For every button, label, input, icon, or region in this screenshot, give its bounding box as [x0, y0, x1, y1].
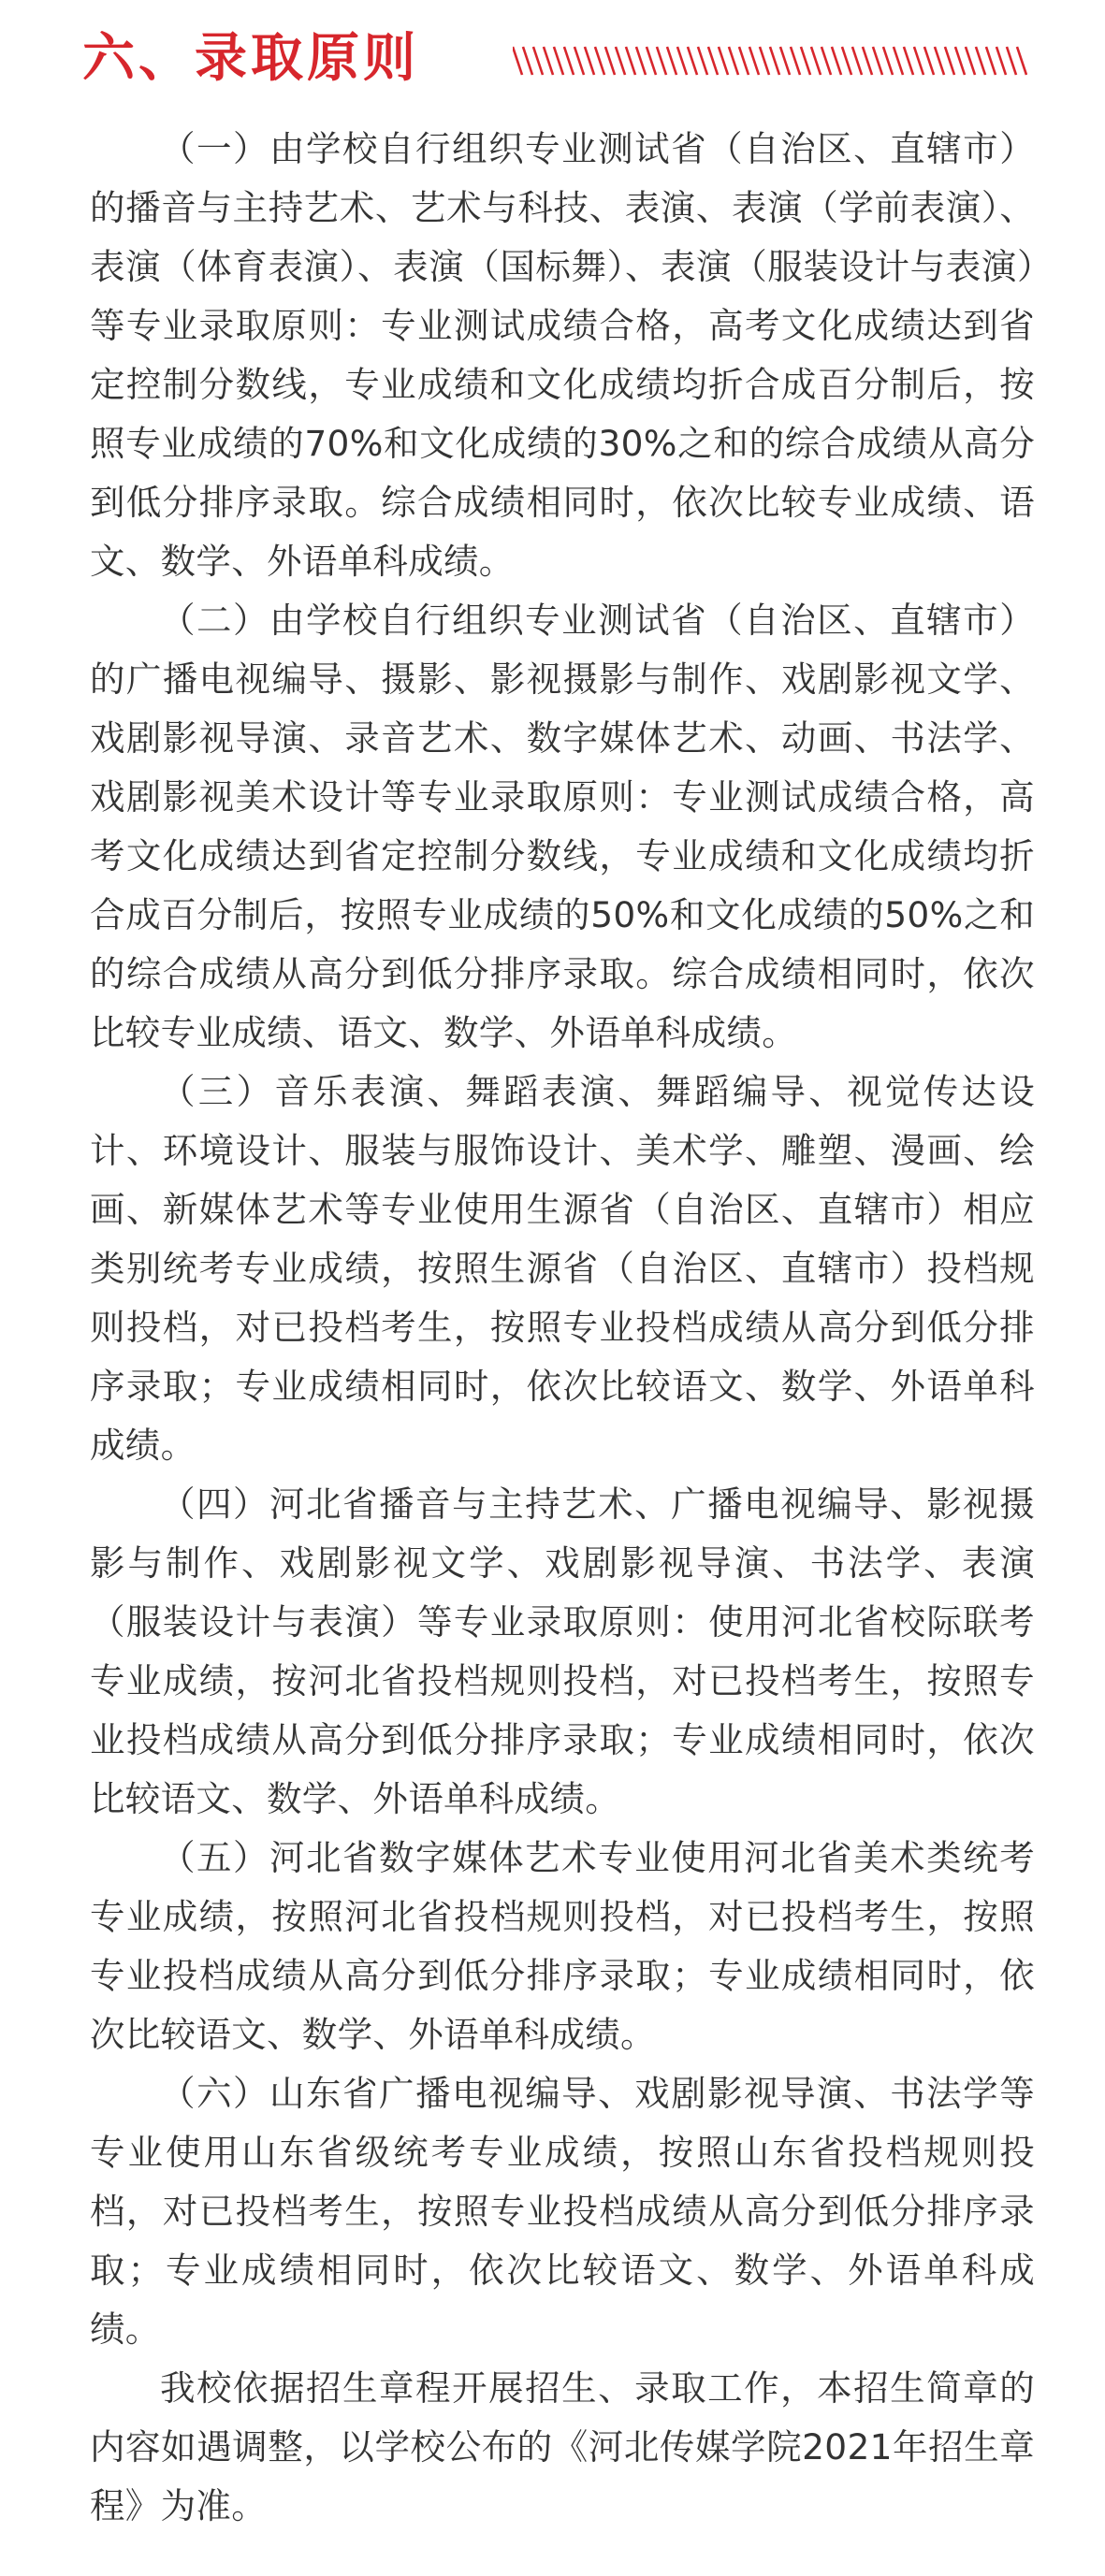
- rule-paragraph-3: （三）音乐表演、舞蹈表演、舞蹈编导、视觉传达设计、环境设计、服装与服饰设计、美术学、雕塑、漫画、绘画、新媒体艺术等专业使用生源省（自治区、直辖市）相应类别统考专业成绩，按照生源省（自治区、直辖市）投档规则投档，对已投档考生，按照专业投档成绩从高分到低分排序录取；专业成绩相同时，依次比较语文、数学、外语单科成绩。: [90, 1071, 1035, 1466]
- rule-paragraph-1: （一）由学校自行组织专业测试省（自治区、直辖市）的播音与主持艺术、艺术与科技、表演、表演（学前表演）、表演（体育表演）、表演（国标舞）、表演（服装设计与表演）等专业录取原则：专业测试成绩合格，高考文化成绩达到省定控制分数线，专业成绩和文化成绩均折合成百分制后，按照专业成绩的70%和文化成绩的30%之和的综合成绩从高分到低分排序录取。综合成绩相同时，依次比较专业成绩、语文、数学、外语单科成绩。: [90, 128, 1035, 582]
- admission-rules-body: [90, 120, 1035, 2536]
- rule-paragraph-4: （四）河北省播音与主持艺术、广播电视编导、影视摄影与制作、戏剧影视文学、戏剧影视导演、书法学、表演（服装设计与表演）等专业录取原则：使用河北省校际联考专业成绩，按河北省投档规则投档，对已投档考生，按照专业投档成绩从高分到低分排序录取；专业成绩相同时，依次比较语文、数学、外语单科成绩。: [90, 1483, 1035, 1819]
- closing-paragraph: 我校依据招生章程开展招生、录取工作，本招生简章的内容如遇调整，以学校公布的《河北传媒学院2021年招生章程》为准。: [90, 2367, 1035, 2526]
- section-header: [82, 21, 1027, 95]
- section-title: 六、录取原则: [82, 27, 419, 89]
- rule-paragraph-6: （六）山东省广播电视编导、戏剧影视导演、书法学等专业使用山东省级统考专业成绩，按照山东省投档规则投档，对已投档考生，按照专业投档成绩从高分到低分排序录取；专业成绩相同时，依次比较语文、数学、外语单科成绩。: [90, 2073, 1035, 2350]
- hatch-decoration: [513, 45, 1027, 77]
- rule-paragraph-5: （五）河北省数字媒体艺术专业使用河北省美术类统考专业成绩，按照河北省投档规则投档，对已投档考生，按照专业投档成绩从高分到低分排序录取；专业成绩相同时，依次比较语文、数学、外语单科成绩。: [90, 1837, 1035, 2055]
- rule-paragraph-2: （二）由学校自行组织专业测试省（自治区、直辖市）的广播电视编导、摄影、影视摄影与制作、戏剧影视文学、戏剧影视导演、录音艺术、数字媒体艺术、动画、书法学、戏剧影视美术设计等专业录取原则：专业测试成绩合格，高考文化成绩达到省定控制分数线，专业成绩和文化成绩均折合成百分制后，按照专业成绩的50%和文化成绩的50%之和的综合成绩从高分到低分排序录取。综合成绩相同时，依次比较专业成绩、语文、数学、外语单科成绩。: [90, 600, 1035, 1053]
